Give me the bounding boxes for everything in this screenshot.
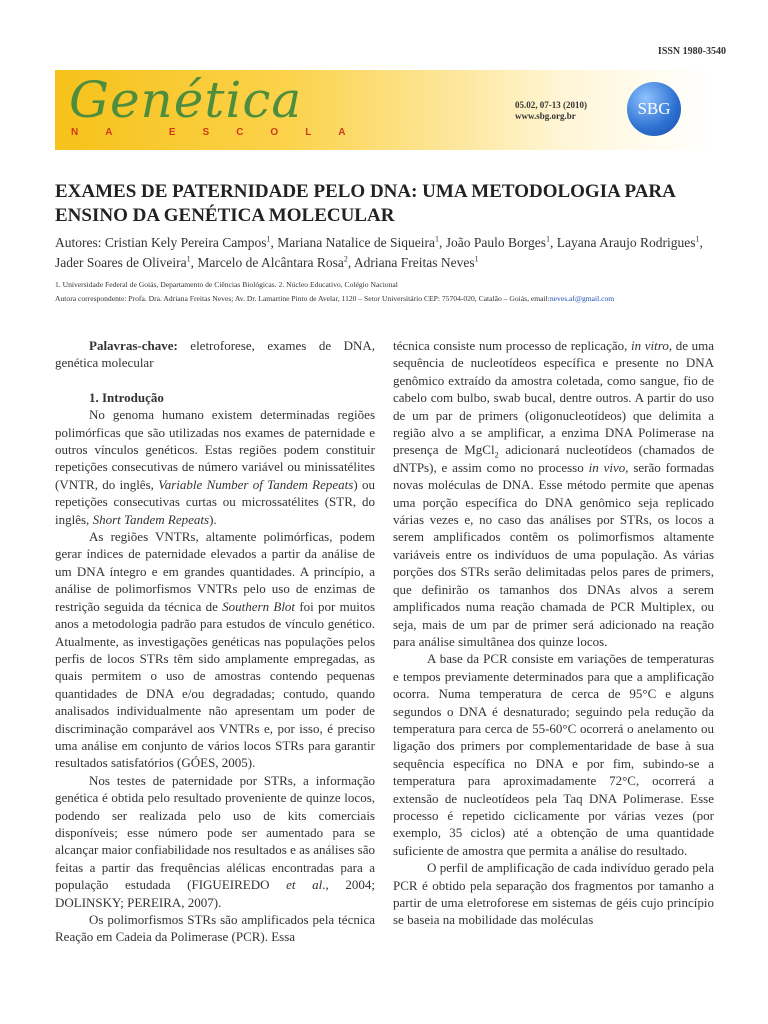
paragraph: A base da PCR consiste em variações de temperaturas e tempos previamente determinados para que a amplificação ocorra. Numa temperatura de cerca de 95°C e alguns segundos o DNA é desnaturado; seguindo pela redução da temperatura para cerca de 55-60°C ocorrerá o anelamento ou ligação dos primers por complementaridade de base à sua sequência específica no DNA e por fim, subindo-se a temperatura para aproximadamente 72°C, ocorrerá a extensão de nucleotídeos pela Taq DNA Polimerase. Esse processo é repetido ciclicamente por várias vezes (por exemplo, 35 ciclos) até a obtenção de uma quantidade suficiente de amostra que permita a análise do resultado. <box>393 651 714 858</box>
affiliation-mark: 1 <box>695 234 700 244</box>
text-column-left <box>55 337 375 946</box>
author: Jader Soares de Oliveira <box>55 255 187 270</box>
paragraph: Os polimorfismos STRs são amplificados pela técnica Reação em Cadeia da Polimerase (PCR). Essa <box>55 912 375 945</box>
authors-label: Autores: <box>55 235 102 250</box>
affiliations <box>55 278 745 306</box>
affiliation-mark: 2 <box>343 254 348 264</box>
affiliation-mark: 1 <box>186 254 191 264</box>
sbg-logo-icon <box>627 82 681 136</box>
affiliation-mark: 1 <box>474 254 479 264</box>
author: Marcelo de Alcântara Rosa <box>197 255 344 270</box>
author: Cristian Kely Pereira Campos <box>104 235 267 250</box>
affiliation-mark: 1 <box>546 234 551 244</box>
journal-logo: Genética <box>69 71 303 129</box>
email-link[interactable]: neves.af@gmail.com <box>549 294 615 303</box>
paragraph: Nos testes de paternidade por STRs, a informação genética é obtida pelo resultado proveniente de quinze locos, podendo ser realizada pelo uso de kits comerciais disponíveis; esse número pode ser aumentado para se alcançar maior confiabilidade nos resultados e as análises são feitas a partir das frequências alélicas encontradas para a população estudada (FIGUEIREDO et al., 2004; DOLINSKY; PEREIRA, 2007). <box>55 772 375 910</box>
author: Layana Araujo Rodrigues <box>556 235 696 250</box>
text-column-right <box>393 337 714 929</box>
author-list: Autores: Cristian Kely Pereira Campos$^1$, Mariana Natalice de Siqueira$^1$, João Paulo Borges$^1$, Layana Araujo Rodrigues$^1$, Jader Soares de Oliveira$^1$, Marcelo de Alcântara Rosa$^2$, Adriana Freitas Neves$^1$ <box>55 234 703 270</box>
author: João Paulo Borges <box>445 235 547 250</box>
affiliation-mark: 1 <box>435 234 440 244</box>
corresponding-text: Autora correspondente: Profa. Dra. Adriana Freitas Neves; Av. Dr. Lamartine Pinto de Avelar, 1120 – Setor Universitário CEP: 75704-020, Catalão – Goiás, email: <box>55 294 550 303</box>
keywords <box>55 337 375 372</box>
sbg-logo-text: SBG <box>637 99 671 118</box>
article-title: EXAMES DE PATERNIDADE PELO DNA: UMA METODOLOGIA PARA ENSINO DA GENÉTICA MOLECULAR <box>55 181 675 226</box>
section-heading: 1. Introdução <box>89 389 164 405</box>
paragraph: No genoma humano existem determinadas regiões polimórficas que são utilizadas nos exames de paternidade e outros vínculos genéticos. Estas regiões podem constituir repetições consecutivas de número variável ou minissatélites (VNTR, do inglês, Variable Number of Tandem Repeats) ou repetições consecutivas curtas ou microssatélites (STR, do inglês, Short Tandem Repeats). <box>55 407 375 527</box>
keywords-text: eletroforese, exames de DNA, genética molecular <box>55 338 376 371</box>
affiliation-line: 1. Universidade Federal de Goiás, Departamento de Ciências Biológicas. 2. Núcleo Educativo, Colégio Nacional <box>55 280 398 289</box>
volume-number: 05.02, 07-13 (2010) <box>515 100 587 110</box>
society-url[interactable]: www.sbg.org.br <box>515 111 576 121</box>
paragraph: técnica consiste num processo de replicação, in vitro, de uma sequência de nucleotídeos específica e presente no DNA genômico extraído da amostra coletada, como sangue, fio de cabelo com bulbo, swab bucal, dentre outros. A partir do uso de um par de primers (oligonucleotídeos) que delimita a região alvo a se amplificar, a enzima DNA Polimerase na presença de MgCl$_2$ adicionará nucleotídeos (chamados de dNTPs), e assim como no processo in vivo, serão formadas novas moléculas de DNA. Esse método permite que apenas uma porção específica do DNA genômico seja replicado várias vezes e, no caso das análises por STRs, os locos a serem amplificados contêm os polimorfismos altamente variáveis entre os indivíduos de uma população. As várias porções dos STRs serão delimitadas pelos pares de primers, que definirão os tamanhos dos DNAs alvos a serem amplificados numa reação chamada de PCR Multiplex, ou seja, mais de um par de primer será adicionado na reação para análise simultânea dos quinze locos. <box>393 338 715 649</box>
paragraph: As regiões VNTRs, altamente polimórficas, podem gerar índices de paternidade elevados a partir da análise de um DNA íntegro e em grandes quantidades. A princípio, a análise de polimorfismos VNTRs pelo uso de enzimas de restrição seguida da técnica de Southern Blot foi por muitos anos a metodologia padrão para estudos de vínculo genético. Atualmente, as investigações genéticas nas populações pelos perfis de locos STRs têm sido amplamente empregadas, as quais permitem o uso de amostras contendo pequenas quantidades de DNA e/ou degradadas; contudo, quando analisados individualmente não apresentam um poder de discriminação comparável aos VNTRs e, por isso, é preciso uma análise em conjunto de vários locos STRs para garantir resultados satisfatórios (GÓES, 2005). <box>55 529 376 771</box>
paragraph: O perfil de amplificação de cada indivíduo gerado pela PCR é obtido pela separação dos fragmentos por tamanho a partir de uma eletroforese em sistemas de géis cujo princípio se baseia na mobilidade das moléculas <box>393 860 714 928</box>
corresponding-author <box>55 292 745 306</box>
keywords-label: Palavras-chave: <box>89 338 178 353</box>
author: Adriana Freitas Neves <box>353 255 475 270</box>
journal-banner <box>55 70 713 150</box>
journal-tagline: NA ESCOLA <box>71 127 373 138</box>
issn-label: ISSN 1980-3540 <box>657 46 726 57</box>
affiliation-mark: 1 <box>266 234 271 244</box>
author: Mariana Natalice de Siqueira <box>277 235 436 250</box>
volume-info <box>515 100 587 122</box>
